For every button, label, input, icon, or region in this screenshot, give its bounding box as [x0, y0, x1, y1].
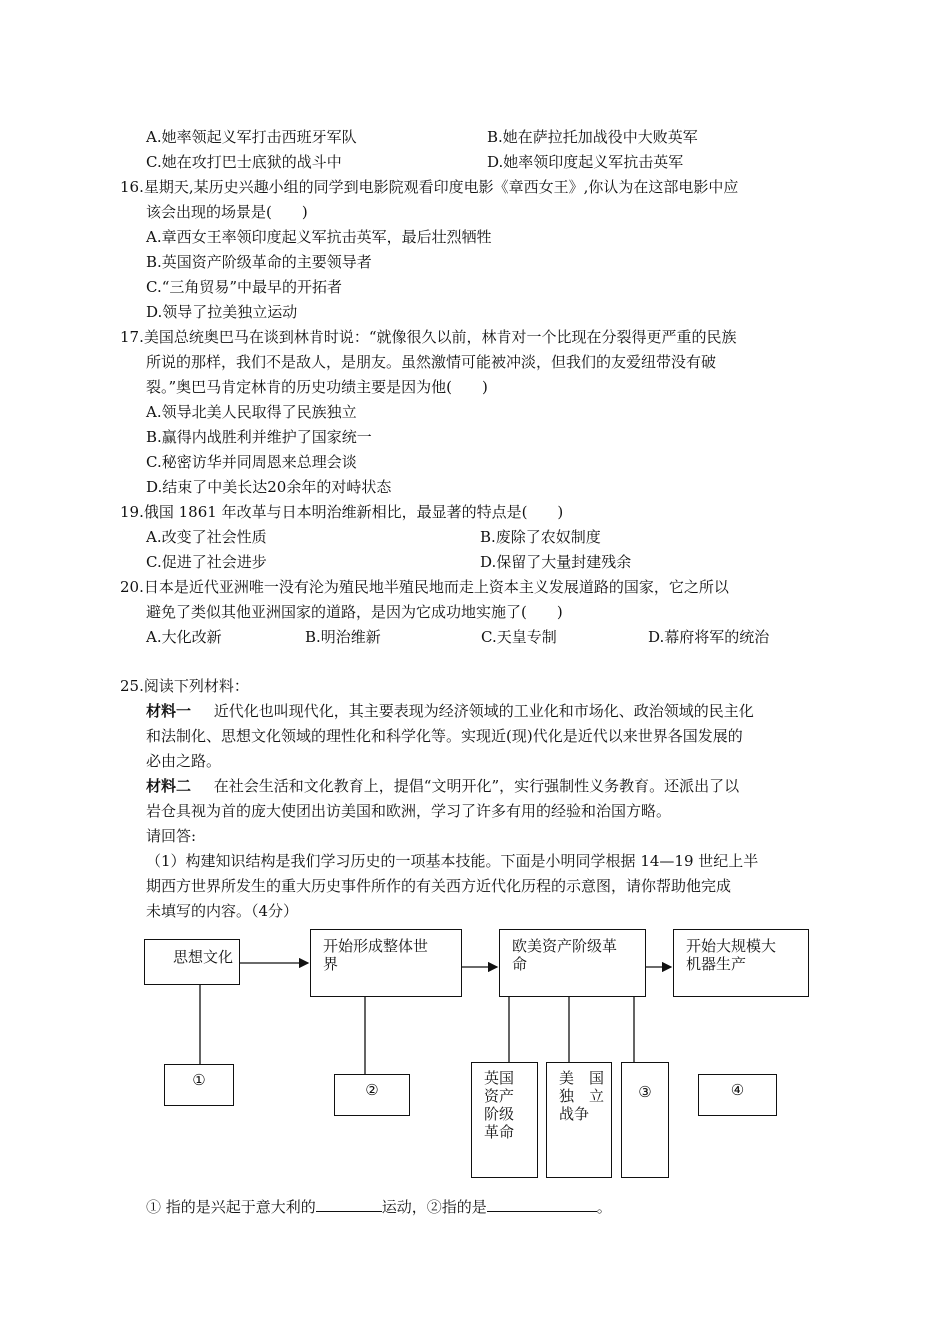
q15-option-d: D.她率领印度起义军抗击英军	[487, 153, 684, 171]
material1-text: 近代化也叫现代化，其主要表现为经济领域的工业化和市场化、政治领域的民主化	[213, 702, 754, 720]
q16-option-b: B.英国资产阶级革命的主要领导者	[146, 253, 372, 271]
q15-option-a: A.她率领起义军打击西班牙军队	[146, 128, 357, 146]
english-revolution-row1: 英国	[484, 1069, 515, 1087]
q25-fill-line	[146, 1197, 612, 1217]
english-revolution-row2: 资产	[484, 1087, 515, 1105]
q25-ask: 请回答:	[146, 827, 197, 845]
q15-option-b: B.她在萨拉托加战役中大败英军	[487, 128, 698, 146]
answer-blank-1[interactable]	[316, 1197, 382, 1212]
q19-option-d: D.保留了大量封建残余	[480, 553, 632, 571]
q16-option-a: A.章西女王率领印度起义军抗击英军，最后壮烈牺牲	[146, 228, 492, 246]
q17-stem-line3: 裂。”奥巴马肯定林肯的历史功绩主要是因为他( )	[146, 378, 488, 396]
q19-option-b: B.废除了农奴制度	[480, 528, 601, 546]
circle-4: ④	[730, 1081, 745, 1099]
answer-blank-2[interactable]	[487, 1197, 597, 1212]
english-revolution-row4: 革命	[484, 1123, 515, 1141]
blank-box-1	[164, 1064, 234, 1106]
blank-box-2	[334, 1074, 410, 1116]
english-revolution-row3: 阶级	[484, 1105, 515, 1123]
american-independence-row2: 独 立	[559, 1087, 605, 1105]
blank-box-3	[621, 1062, 669, 1178]
q20-option-a: A.大化改新	[146, 628, 222, 646]
q25-material1-line2: 和法制化、思想文化领域的理性化和科学化等。实现近(现)代化是近代以来世界各国发展的	[146, 727, 743, 745]
box-machine-production-line1: 开始大规模大	[686, 937, 777, 955]
circle-1: ①	[192, 1071, 206, 1089]
box-integrated-world	[310, 929, 462, 997]
fill-middle: 运动，②指的是	[381, 1198, 487, 1216]
q20-stem-line2: 避免了类似其他亚洲国家的道路，是因为它成功地实施了( )	[146, 603, 563, 621]
fill-suffix: 。	[596, 1198, 612, 1216]
q16-stem-line1: 16.星期天,某历史兴趣小组的同学到电影院观看印度电影《章西女王》,你认为在这部电影中应	[120, 178, 739, 196]
q17-stem-line2: 所说的那样，我们不是敌人，是朋友。虽然激情可能被冲淡，但我们的友爱纽带没有破	[146, 353, 717, 371]
box-american-independence	[546, 1062, 612, 1178]
q25-material2-line2: 岩仓具视为首的庞大使团出访美国和欧洲，学习了许多有用的经验和治国方略。	[146, 802, 672, 820]
american-independence-row1: 美 国	[559, 1069, 605, 1087]
circle-2: ②	[365, 1081, 379, 1099]
q25-intro: 25.阅读下列材料：	[120, 677, 249, 695]
q16-option-d: D.领导了拉美独立运动	[146, 303, 298, 321]
box-thought-culture	[144, 939, 240, 985]
q16-option-c: C.“三角贸易”中最早的开拓者	[146, 278, 343, 296]
q17-option-c: C.秘密访华并同周恩来总理会谈	[146, 453, 357, 471]
q20-option-d: D.幕府将军的统治	[648, 628, 770, 646]
blank-box-4	[698, 1074, 777, 1116]
q25-part1-line3: 未填写的内容。（4分）	[146, 902, 299, 920]
q20-stem-line1: 20.日本是近代亚洲唯一没有沦为殖民地半殖民地而走上资本主义发展道路的国家，它之所以	[120, 578, 729, 596]
q25-part1-line2: 期西方世界所发生的重大历史事件所作的有关西方近代化历程的示意图，请你帮助他完成	[146, 877, 732, 895]
q15-option-c: C.她在攻打巴士底狱的战斗中	[146, 153, 342, 171]
american-independence-row3: 战争	[559, 1105, 590, 1123]
q17-option-b: B.赢得内战胜利并维护了国家统一	[146, 428, 372, 446]
q25-part1-line1: （1）构建知识结构是我们学习历史的一项基本技能。下面是小明同学根据 14—19 世纪上半	[146, 852, 759, 870]
box-bourgeois-revolution-line2: 命	[512, 955, 528, 973]
box-integrated-world-line1: 开始形成整体世	[323, 937, 429, 955]
q17-stem-line1: 17.美国总统奥巴马在谈到林肯时说：“就像很久以前，林肯对一个比现在分裂得更严重的民族	[120, 328, 737, 346]
box-bourgeois-revolution	[499, 929, 646, 997]
box-english-revolution	[471, 1062, 538, 1178]
q17-option-a: A.领导北美人民取得了民族独立	[146, 403, 357, 421]
box-bourgeois-revolution-line1: 欧美资产阶级革	[512, 937, 618, 955]
q16-stem-line2: 该会出现的场景是( )	[146, 203, 308, 221]
fill-prefix: ① 指的是兴起于意大利的	[146, 1198, 316, 1216]
box-thought-culture-label: 思想文化	[173, 948, 234, 966]
q19-option-a: A.改变了社会性质	[146, 528, 267, 546]
q19-option-c: C.促进了社会进步	[146, 553, 267, 571]
material2-text: 在社会生活和文化教育上，提倡“文明开化”，实行强制性义务教育。还派出了以	[213, 777, 740, 795]
q17-option-d: D.结束了中美长达20余年的对峙状态	[146, 478, 392, 496]
q20-option-c: C.天皇专制	[481, 628, 557, 646]
q25-material1-line3: 必由之路。	[146, 752, 222, 770]
box-machine-production	[673, 929, 809, 997]
box-integrated-world-line2: 界	[323, 955, 339, 973]
q20-option-b: B.明治维新	[305, 628, 381, 646]
material1-label: 材料一	[146, 702, 192, 720]
q19-stem: 19.俄国 1861 年改革与日本明治维新相比，最显著的特点是( )	[120, 503, 564, 521]
material2-label: 材料二	[146, 777, 192, 795]
circle-3: ③	[638, 1083, 652, 1101]
box-machine-production-line2: 机器生产	[686, 955, 747, 973]
